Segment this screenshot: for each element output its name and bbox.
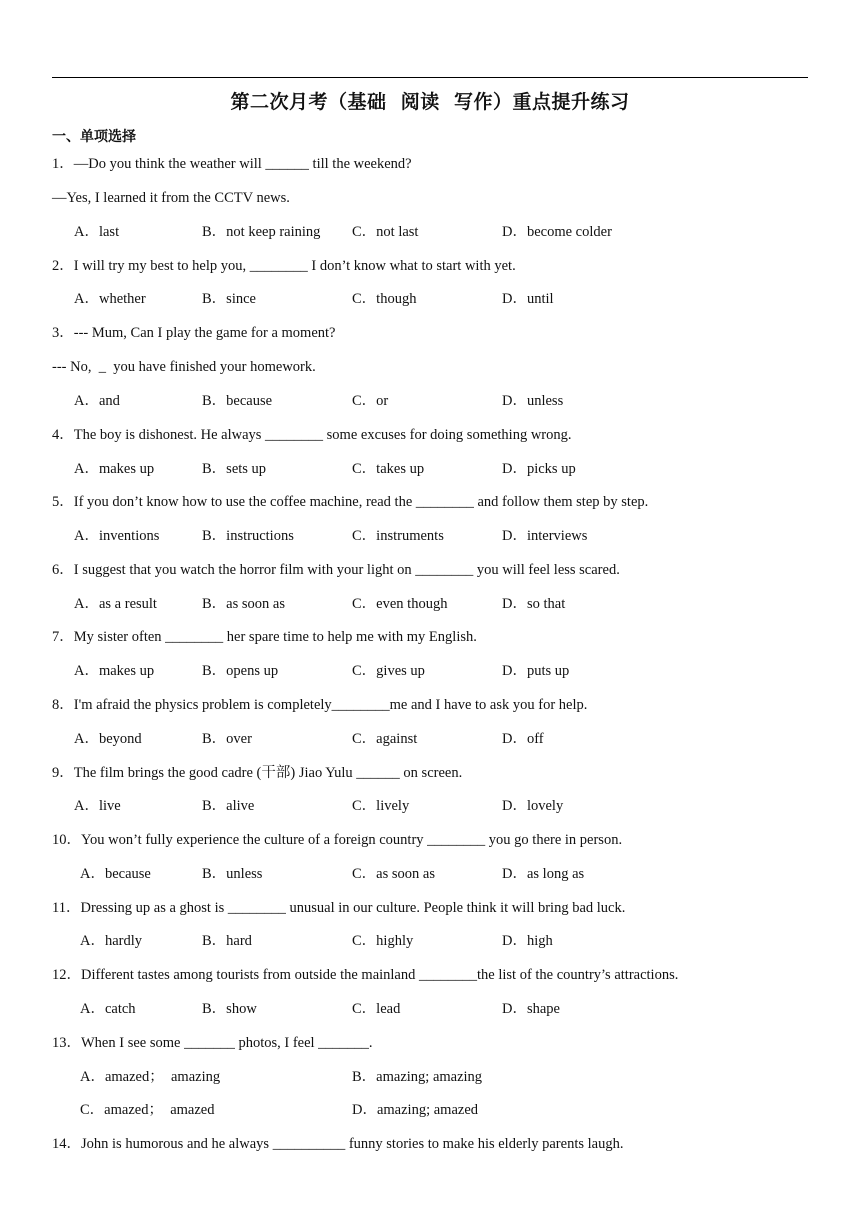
question-3-option-c[interactable]: C．or xyxy=(352,393,389,409)
question-3-option-a[interactable]: A．and xyxy=(74,393,120,409)
question-4-option-a[interactable]: A．makes up xyxy=(74,461,155,477)
question-9-option-b[interactable]: B．alive xyxy=(202,798,255,814)
question-11-option-c[interactable]: C．highly xyxy=(352,933,414,949)
question-6-stem xyxy=(52,561,620,579)
question-3-stem xyxy=(52,324,335,342)
question-12-option-c[interactable]: C．lead xyxy=(352,1001,401,1017)
question-text: I will try my best to help you, ________ I don’t know what to start with yet. xyxy=(73,258,516,274)
question-8-option-d[interactable]: D．off xyxy=(502,731,544,747)
question-text: If you don’t know how to use the coffee machine, read the ________ and follow them step by step. xyxy=(73,494,649,510)
question-5-option-a[interactable]: A．inventions xyxy=(74,528,160,544)
question-9-stem xyxy=(52,764,462,782)
question-number: 13． xyxy=(52,1035,81,1051)
question-number: 6． xyxy=(52,562,74,578)
question-text: --- Mum, Can I play the game for a moment? xyxy=(73,325,336,341)
question-text: You won’t fully experience the culture of a foreign country ________ you go there in person. xyxy=(81,832,623,848)
question-12-option-d[interactable]: D．shape xyxy=(502,1001,560,1017)
question-8-option-b[interactable]: B．over xyxy=(202,731,252,747)
question-12-stem xyxy=(52,966,678,984)
question-9-option-c[interactable]: C．lively xyxy=(352,798,410,814)
question-2-option-c[interactable]: C．though xyxy=(352,291,417,307)
question-3-response: --- No, _ you have finished your homework. xyxy=(52,359,316,375)
question-number: 4． xyxy=(52,427,74,443)
question-4-stem xyxy=(52,426,572,444)
question-5-option-d[interactable]: D．interviews xyxy=(502,528,588,544)
question-7-option-a[interactable]: A．makes up xyxy=(74,663,155,679)
question-8-stem xyxy=(52,696,587,714)
section-heading: 一、单项选择 xyxy=(52,129,136,145)
question-14-stem xyxy=(52,1135,623,1153)
question-3-option-d[interactable]: D．unless xyxy=(502,393,564,409)
question-4-option-d[interactable]: D．picks up xyxy=(502,461,576,477)
question-13-option-a[interactable]: A．amazed； amazing xyxy=(80,1069,221,1085)
question-13-option-b[interactable]: B．amazing; amazing xyxy=(352,1069,483,1085)
question-number: 5． xyxy=(52,494,74,510)
header-rule xyxy=(52,77,808,78)
question-7-option-c[interactable]: C．gives up xyxy=(352,663,425,679)
question-1-option-d[interactable]: D．become colder xyxy=(502,224,612,240)
question-4-option-b[interactable]: B．sets up xyxy=(202,461,267,477)
question-2-option-a[interactable]: A．whether xyxy=(74,291,146,307)
question-number: 8． xyxy=(52,697,74,713)
question-11-stem xyxy=(52,899,625,917)
question-text: I'm afraid the physics problem is completely________me and I have to ask you for help. xyxy=(73,697,588,713)
question-5-stem xyxy=(52,493,648,511)
question-text: John is humorous and he always __________ funny stories to make his elderly parents laugh. xyxy=(81,1136,624,1152)
question-text: Different tastes among tourists from outside the mainland ________the list of the country’s attractions. xyxy=(81,967,679,983)
question-11-option-a[interactable]: A．hardly xyxy=(80,933,143,949)
question-10-option-c[interactable]: C．as soon as xyxy=(352,866,435,882)
question-10-option-a[interactable]: A．because xyxy=(80,866,151,882)
question-text: When I see some _______ photos, I feel _______. xyxy=(81,1035,373,1051)
question-text: The boy is dishonest. He always ________ some excuses for doing something wrong. xyxy=(73,427,572,443)
question-6-option-b[interactable]: B．as soon as xyxy=(202,596,285,612)
question-text: My sister often ________ her spare time to help me with my English. xyxy=(73,629,477,645)
question-5-option-b[interactable]: B．instructions xyxy=(202,528,294,544)
question-13-option-c[interactable]: C．amazed； amazed xyxy=(80,1102,215,1118)
question-number: 9． xyxy=(52,765,74,781)
question-1-option-c[interactable]: C．not last xyxy=(352,224,419,240)
question-2-stem xyxy=(52,257,516,275)
question-3-option-b[interactable]: B．because xyxy=(202,393,273,409)
question-number: 10． xyxy=(52,832,81,848)
question-12-option-a[interactable]: A．catch xyxy=(80,1001,136,1017)
question-7-stem xyxy=(52,628,477,646)
question-text: Dressing up as a ghost is ________ unusual in our culture. People think it will bring bad luck. xyxy=(80,900,626,916)
question-6-option-a[interactable]: A．as a result xyxy=(74,596,157,612)
question-10-stem xyxy=(52,831,622,849)
question-10-option-b[interactable]: B．unless xyxy=(202,866,263,882)
question-8-option-c[interactable]: C．against xyxy=(352,731,418,747)
question-11-option-d[interactable]: D．high xyxy=(502,933,553,949)
question-13-option-d[interactable]: D．amazing; amazed xyxy=(352,1102,479,1118)
question-2-option-d[interactable]: D．until xyxy=(502,291,554,307)
question-number: 11． xyxy=(52,900,81,916)
question-5-option-c[interactable]: C．instruments xyxy=(352,528,444,544)
question-6-option-d[interactable]: D．so that xyxy=(502,596,566,612)
question-1-response: —Yes, I learned it from the CCTV news. xyxy=(52,190,290,206)
page-title: 第二次月考（基础 阅读 写作）重点提升练习 xyxy=(230,91,630,113)
question-7-option-b[interactable]: B．opens up xyxy=(202,663,279,679)
question-9-option-a[interactable]: A．live xyxy=(74,798,121,814)
question-1-stem xyxy=(52,155,412,173)
question-8-option-a[interactable]: A．beyond xyxy=(74,731,142,747)
question-9-option-d[interactable]: D．lovely xyxy=(502,798,564,814)
question-11-option-b[interactable]: B．hard xyxy=(202,933,252,949)
question-number: 14． xyxy=(52,1136,81,1152)
question-13-stem xyxy=(52,1034,373,1052)
question-6-option-c[interactable]: C．even though xyxy=(352,596,448,612)
question-text: —Do you think the weather will ______ till the weekend? xyxy=(73,156,412,172)
question-number: 12． xyxy=(52,967,81,983)
question-number: 3． xyxy=(52,325,74,341)
question-12-option-b[interactable]: B．show xyxy=(202,1001,257,1017)
question-number: 1． xyxy=(52,156,74,172)
question-text: I suggest that you watch the horror film with your light on ________ you will feel less scared. xyxy=(73,562,620,578)
question-1-option-a[interactable]: A．last xyxy=(74,224,120,240)
question-number: 7． xyxy=(52,629,74,645)
question-4-option-c[interactable]: C．takes up xyxy=(352,461,425,477)
question-7-option-d[interactable]: D．puts up xyxy=(502,663,570,679)
question-10-option-d[interactable]: D．as long as xyxy=(502,866,585,882)
question-1-option-b[interactable]: B．not keep raining xyxy=(202,224,321,240)
question-2-option-b[interactable]: B．since xyxy=(202,291,256,307)
question-number: 2． xyxy=(52,258,74,274)
question-text: The film brings the good cadre (干部) Jiao Yulu ______ on screen. xyxy=(73,765,463,781)
